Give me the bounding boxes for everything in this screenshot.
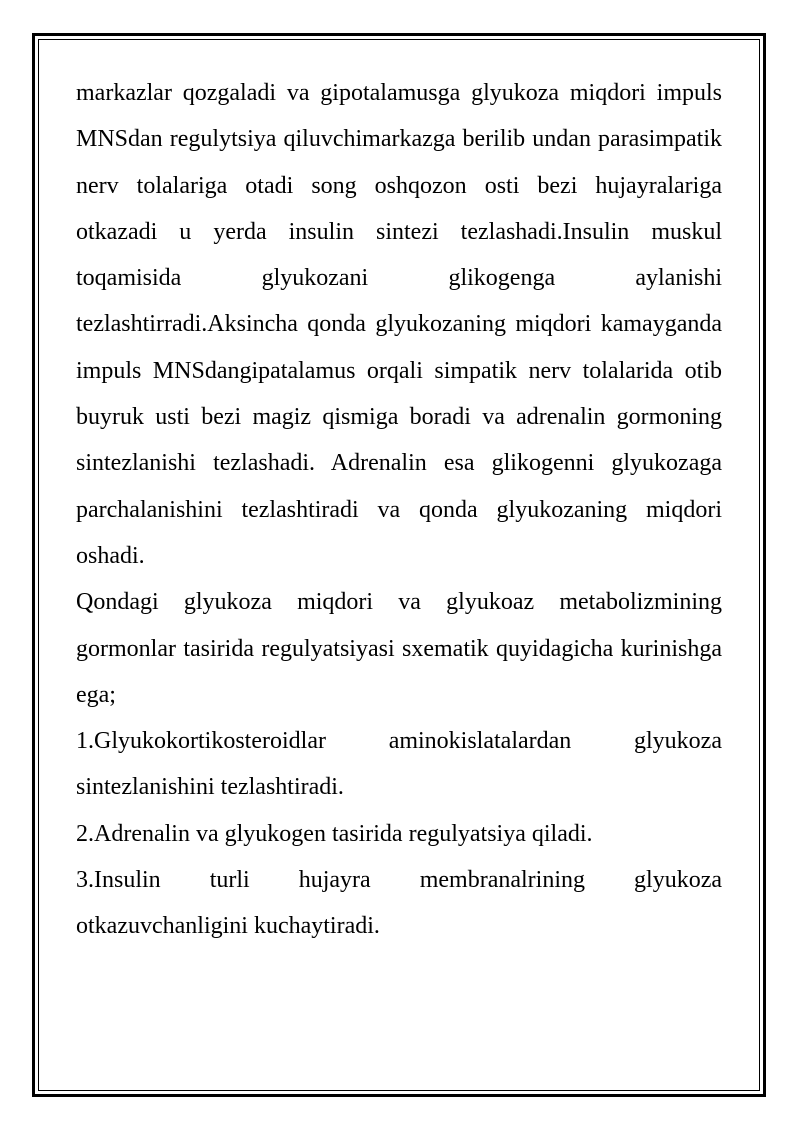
document-body — [76, 70, 722, 950]
list-item-2: 2.Adrenalin va glyukogen tasirida regulyatsiya qiladi. — [76, 820, 593, 847]
list-item-3: 3.Insulin turli hujayra membranalrining glyukoza otkazuvchanligini kuchaytiradi. — [76, 867, 722, 940]
list-item-1: 1.Glyukokortikosteroidlar aminokislatalardan glyukoza sintezlanishini tezlashtiradi. — [76, 728, 722, 801]
paragraph-1: markazlar qozgaladi va gipotalamusga glyukoza miqdori impuls MNSdan regulytsiya qiluvchimarkazga berilib undan parasimpatik nerv tolalariga otadi song oshqozon osti bezi hujayralariga otkazadi u yerda insulin sintezi tezlashadi.Insulin muskul toqamisida glyukozani glikogenga aylanishi tezlashtirradi.Aksincha qonda glyukozaning miqdori kamayganda impuls MNSdangipatalamus orqali simpatik nerv tolalarida otib buyruk usti bezi magiz qismiga boradi va adrenalin gormoning sintezlanishi tezlashadi. Adrenalin esa glikogenni glyukozaga parchalanishini tezlashtiradi va qonda glyukozaning miqdori oshadi. — [76, 80, 722, 569]
paragraph-2: Qondagi glyukoza miqdori va glyukoaz metabolizmining gormonlar tasirida regulyatsiyasi sxematik quyidagicha kurinishga ega; — [76, 589, 722, 708]
